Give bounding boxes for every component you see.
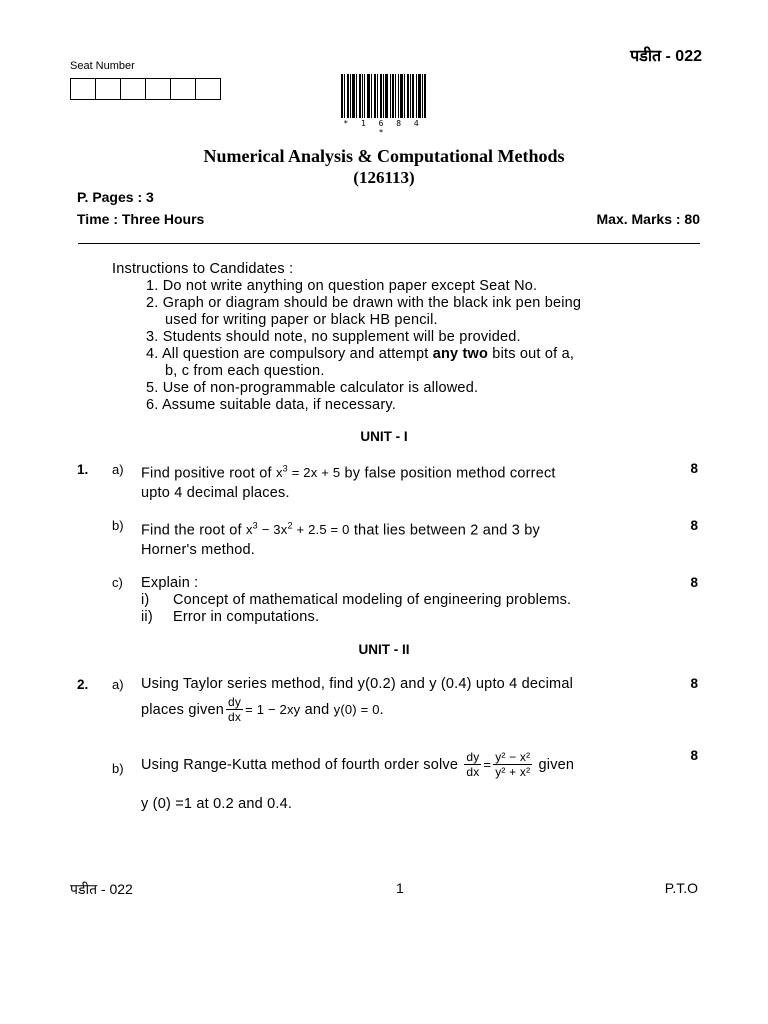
equation: y(0) = 0 — [333, 702, 380, 717]
page-count: P. Pages : 3 — [77, 189, 154, 205]
fraction — [226, 695, 243, 724]
unit-1-heading: UNIT - I — [360, 429, 408, 444]
marks: 8 — [690, 676, 698, 691]
instruction-number: 3. — [146, 329, 159, 345]
seat-box — [171, 79, 196, 99]
question-number: 1. — [77, 462, 89, 477]
question-text: Find positive root of — [141, 465, 276, 482]
instruction-item — [146, 397, 581, 414]
page-number: 1 — [396, 880, 404, 896]
seat-number-boxes — [70, 78, 221, 100]
question-number: 2. — [77, 677, 89, 692]
instruction-text: Do not write anything on question paper except Seat No. — [162, 278, 538, 294]
barcode-icon — [340, 74, 426, 118]
seat-box — [96, 79, 121, 99]
question-text: . — [379, 701, 384, 718]
instruction-item — [146, 329, 581, 346]
instructions-heading: Instructions to Candidates : — [112, 261, 294, 277]
instruction-text-cont: used for writing paper or black HB pencil. — [165, 312, 438, 328]
instruction-text-cont: b, c from each question. — [165, 363, 325, 379]
numerator: y² − x² — [495, 750, 531, 764]
marks: 8 — [690, 748, 698, 763]
instruction-number: 4. — [146, 346, 159, 362]
subquestion-label: c) — [112, 575, 123, 590]
paper-code: पडीत - 022 — [630, 48, 702, 65]
equals-sign: = — [483, 757, 492, 772]
divider — [78, 243, 700, 244]
instruction-item — [146, 295, 581, 312]
pto-label: P.T.O — [664, 880, 698, 896]
instructions — [112, 261, 581, 414]
fraction — [493, 750, 532, 779]
question-1a-text — [141, 464, 556, 481]
denominator: dx — [228, 710, 242, 724]
seat-box — [146, 79, 171, 99]
footer-code: पडीत - 022 — [70, 881, 133, 897]
question-text-cont: y (0) =1 at 0.2 and 0.4. — [141, 796, 293, 812]
instruction-text: Use of non-programmable calculator is allowed. — [162, 380, 479, 396]
instruction-item — [146, 278, 581, 295]
seat-box — [196, 79, 220, 99]
instruction-number: 2. — [146, 295, 159, 311]
instruction-text: All question are compulsory and attempt — [161, 346, 433, 362]
question-2b-text — [141, 750, 574, 779]
marks: 8 — [690, 461, 698, 476]
denominator: y² + x² — [495, 765, 531, 779]
question-text: and — [300, 701, 334, 718]
course-code: (126113) — [353, 168, 415, 187]
seat-box — [121, 79, 146, 99]
instruction-text: Assume suitable data, if necessary. — [161, 397, 396, 413]
paper-title: Numerical Analysis & Computational Methods — [203, 146, 565, 166]
question-text: Concept of mathematical modeling of engineering problems. — [173, 592, 572, 608]
numerator: dy — [466, 750, 480, 764]
question-text: Find the root of — [141, 522, 246, 539]
instruction-number: 5. — [146, 380, 159, 396]
fraction — [464, 750, 481, 779]
subquestion-label: a) — [112, 677, 124, 692]
seat-box — [71, 79, 96, 99]
seat-number-label: Seat Number — [70, 60, 135, 72]
subpart-label: i) — [141, 592, 150, 608]
marks: 8 — [690, 575, 698, 590]
question-text: places given — [141, 701, 225, 718]
question-text: by false position method correct — [340, 465, 556, 482]
instruction-emphasis: any two — [432, 346, 489, 362]
question-text-cont: Horner's method. — [141, 542, 255, 558]
numerator: dy — [228, 695, 242, 709]
question-text: that lies between 2 and 3 by — [349, 522, 540, 539]
question-text: Explain : — [141, 575, 199, 591]
equation: $x^3 - 3x^2 + 2.5 = 0$ — [245, 521, 350, 538]
subquestion-label: b) — [112, 761, 124, 776]
instruction-number: 6. — [146, 397, 159, 413]
subquestion-label: a) — [112, 462, 124, 477]
question-text-cont: upto 4 decimal places. — [141, 485, 290, 501]
question-text: Using Range-Kutta method of fourth order solve — [141, 756, 463, 773]
instruction-item — [146, 346, 581, 363]
question-2a-text — [141, 695, 384, 724]
unit-2-heading: UNIT - II — [358, 642, 410, 657]
subquestion-label: b) — [112, 518, 124, 533]
instruction-number: 1. — [146, 278, 159, 294]
instruction-item — [146, 380, 581, 397]
question-text: Using Taylor series method, find y(0.2) and y (0.4) upto 4 decimal — [141, 676, 574, 692]
instruction-text: Students should note, no supplement will be provided. — [162, 329, 521, 345]
question-text: given — [534, 756, 575, 773]
exam-time: Time : Three Hours — [77, 211, 205, 227]
equation: $x^3 = 2x + 5$ — [275, 464, 341, 481]
marks: 8 — [690, 518, 698, 533]
instruction-text: bits out of a, — [488, 346, 575, 362]
denominator: dx — [466, 765, 480, 779]
instruction-text: Graph or diagram should be drawn with the black ink pen being — [162, 295, 582, 311]
subpart-label: ii) — [141, 609, 153, 625]
equation: = 1 − 2xy — [245, 702, 301, 717]
question-text: Error in computations. — [173, 609, 320, 625]
barcode-number: * 1 6 8 4 * — [343, 119, 423, 137]
max-marks: Max. Marks : 80 — [596, 211, 700, 227]
question-1b-text — [141, 521, 540, 538]
